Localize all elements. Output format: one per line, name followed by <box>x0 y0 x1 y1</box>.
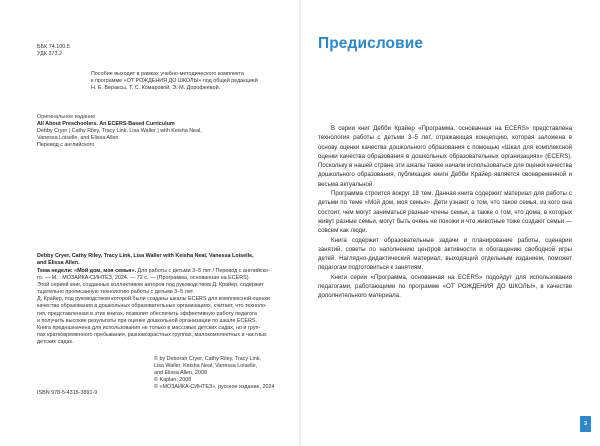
preface-body <box>318 124 572 301</box>
annotation-paragraph <box>37 282 285 296</box>
preface-paragraph: В серии книг Дебби Крайер «Программа, основанная на ECERS» представлена технология работы с детьми 3–5 лет, отражающая концепцию, которая заложена в основу оценки качества дошкольного образования с помощью «Шкал для комплексной оценки качества образования в дошкольных образовательных организациях» (ECERS). Поскольку в нашей стране эти шкалы также начали использоваться для оценки качества дошкольного образования, публикация книги Дебби Крайер является своевременной и весьма актуальной. <box>318 125 572 188</box>
annotation-line: Этой серией книг, созданных коллективом авторов под руководством Д. Крайер, содержит <box>37 282 264 289</box>
annotation-line: тщательно прописанную технологию работы с детьми 3–5 лет. <box>37 289 195 296</box>
copyright-line: © by Deborah Cryer, Cathy Riley, Tracy Link, <box>154 356 261 362</box>
topic-details: Для работы с детьми 3–5 лет / Перевод с английско- <box>135 268 270 274</box>
preface-page <box>301 0 600 446</box>
copyright-line: Lisa Waller, Keisha Neal, Vanessa Loiselle, <box>154 363 258 370</box>
udk-code: УДК 373.2 <box>37 51 62 58</box>
annotation-line: детских садах. <box>37 338 74 345</box>
bbk-code: ББК 74.100.5 <box>37 44 70 50</box>
publication-note-line: Н. Е. Вераксы, Т. С. Комаровой, Э. М. Дорофеевой. <box>91 85 221 92</box>
copyright-line: © Kaplan, 2008 <box>154 377 192 384</box>
original-edition-label: Оригинальное издание <box>37 114 96 120</box>
original-authors-line: Vanessa Loiselle, and Elissa Allen <box>37 135 119 142</box>
annotation-line: качества образования в дошкольных образовательных организациях, считает, что техноло- <box>37 303 267 310</box>
annotation-paragraph <box>37 325 285 346</box>
original-authors-line: Debby Cryer | Cathy Riley, Tracy Link, Lisa Waller | with Keisha Neal, <box>37 128 202 135</box>
classification-codes <box>37 44 157 58</box>
annotation-paragraph <box>37 296 285 324</box>
copyright-line: and Elissa Allen, 2008 <box>154 370 208 377</box>
original-edition-title: All About Preschoolers. An ECERS-Based Curriculum <box>37 121 175 128</box>
copyright-page <box>0 0 299 446</box>
bibliographic-authors <box>37 253 282 267</box>
bibliographic-record-cont: го. — М. : МОЗАИКА-СИНТЕЗ, 2024. — 72 с. — (Программа, основанная на ECERS). <box>37 275 250 282</box>
preface-paragraph: Программа строится вокруг 18 тем. Данная книга содержит материал для работы с детьми по теме «Мой дом, моя семья». Дети узнают о том, что такое семья, из кого она состоит, чем могут заниматься разные члены семьи, а также о том, что дома, в которых живут разные семьи, могут быть очень не похожи и что животные тоже создают семьи — совсем как люди. <box>318 190 572 235</box>
annotation-line: Д. Крайер, под руководством которой были созданы шкалы ECERS для комплексной оценки <box>37 296 270 303</box>
annotation-line: и получить высокие результаты при оценке дошкольной организации по шкале ECERS. <box>37 317 258 324</box>
bibliographic-description <box>37 268 285 346</box>
copyright-lines <box>154 356 289 391</box>
annotation-line: гия, представленная в этих книгах, позволит обеспечить эффективную работу педагога <box>37 310 257 317</box>
annotation-line: Книга предназначена для использования не только в массовых детских садах, но и груп- <box>37 324 261 331</box>
copyright-line: © «МОЗАИКА-СИНТЕЗ», русское издание, 2024 <box>154 384 275 391</box>
original-edition-block <box>37 114 237 149</box>
preface-heading: Предисловие <box>318 35 424 52</box>
preface-paragraph: Книга содержит образовательные задачи и планирование работы, сценарии занятий, советы по наполнению центров активности и обогащению свободной игры детей. Наглядно-дидактический материал, выходящий отдельным изданием, поможет педагогам подготовиться к занятиям. <box>318 236 572 272</box>
preface-paragraph: Книги серии «Программа, основанная на ECERS» подойдут для использования педагогами, работающими по программе «ОТ РОЖДЕНИЯ ДО ШКОЛЫ», в качестве дополнительного материала. <box>318 273 572 300</box>
publication-note-line: к программе «ОТ РОЖДЕНИЯ ДО ШКОЛЫ» под общей редакцией <box>91 78 258 85</box>
annotation-line: пах кратковременного пребывания, разновозрастных группах, малокомплектных и частных <box>37 331 267 338</box>
translation-note: Перевод с английского <box>37 142 95 149</box>
page-number: 3 <box>580 416 591 432</box>
publication-note <box>91 71 281 92</box>
bibliographic-record <box>37 268 285 275</box>
topic-title: Тема недели: «Мой дом, моя семья». <box>37 268 136 274</box>
bibliographic-authors-line: Debby Cryer, Cathy Riley, Tracy Link, Lisa Waller with Keisha Neal, Vanessa Loiselle, <box>37 253 254 259</box>
bibliographic-authors-line: and Elissa Allen. <box>37 260 80 267</box>
publication-note-line: Пособие выходит в рамках учебно-методического комплекта <box>91 71 244 77</box>
isbn: ISBN 978-5-4315-3891-9 <box>37 390 98 396</box>
